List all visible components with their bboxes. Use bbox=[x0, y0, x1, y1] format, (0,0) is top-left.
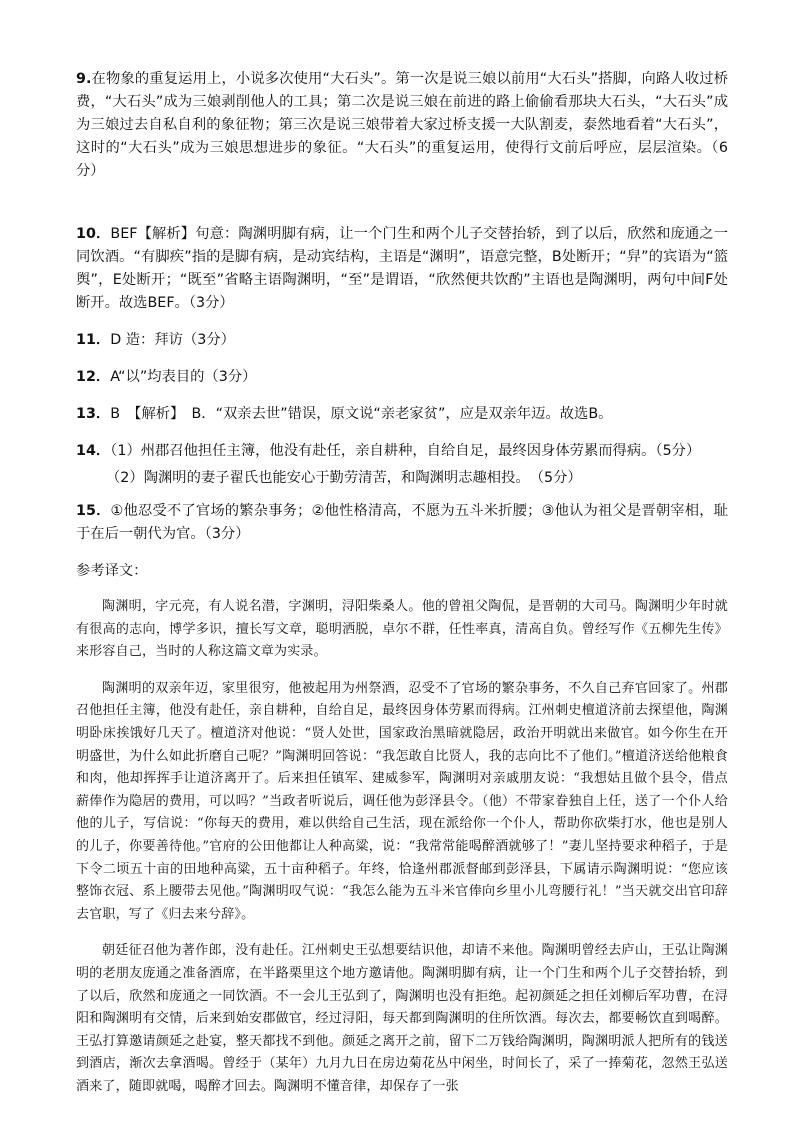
answer-text: BEF【解析】句意：陶渊明脚有病，让一个门生和两个儿子交替抬轿，到了以后，欣然和庞通之一同饮酒。“有脚疾”指的是脚有病，是动宾结构，主语是“渊明”，语意完整，B处断开；“舁”的宾语为“篮舆”，E处断开；“既至”省略主语陶渊明，“至”是谓语，“欣然便共饮酌”主语也是陶渊明，两句中间F处断开。故选BEF。（3分） bbox=[76, 226, 728, 311]
answer-text: A“以”均表目的（3分） bbox=[110, 369, 257, 385]
answer-text: （1）州郡召他担任主簿，他没有赴任，亲自耕种，自给自足，最终因身体劳累而得病。（5分） bbox=[110, 443, 701, 459]
answer-14-part-2 bbox=[76, 467, 728, 490]
translation-paragraph: 陶渊明的双亲年迈，家里很穷，他被起用为州祭酒，忍受不了官场的繁杂事务，不久自己弃官回家了。州郡召他担任主簿，他没有赴任，亲自耕种，自给自足，最终因身体劳累而得病。江州刺史檀道济前去探望他，陶渊明卧床挨饿好几天了。檀道济对他说：“贤人处世，国家政治黑暗就隐居，政治开明就出来做官。如今你生在开明盛世，为什么如此折磨自己呢？”陶渊明回答说：“我怎敢自比贤人，我的志向比不了他们。”檀道济送给他粮食和肉，他却挥挥手让道济离开了。后来担任镇军、建威参军，陶渊明对亲戚朋友说：“我想姑且做个县令，借点薪俸作为隐居的费用，可以吗？”当政者听说后，调任他为彭泽县令。（他）不带家眷独自上任，送了一个仆人给他的儿子，写信说：“你每天的费用，难以供给自己生活，现在派给你一个仆人，帮助你砍柴打水，他也是别人的儿子，你要善待他。”官府的公田他都让人种高粱，说：“我常常能喝醉酒就够了！”妻儿坚持要求种稻子，于是下令二顷五十亩的田地种高粱，五十亩种稻子。年终，恰逢州郡派督邮到彭泽县，下属请示陶渊明说：“您应该整饰衣冠、系上腰带去见他。”陶渊明叹气说：“我怎么能为五斗米官俸向乡里小儿弯腰行礼！”当天就交出官印辞去官职，写了《归去来兮辞》。 bbox=[76, 680, 728, 922]
answer-14-part-1 bbox=[76, 440, 728, 463]
answer-text: D 造：拜访（3分） bbox=[110, 332, 235, 348]
answer-number: 10． bbox=[76, 226, 111, 242]
answer-text: （2）陶渊明的妻子翟氏也能安心于勤劳清苦，和陶渊明志趣相投。 （5分） bbox=[106, 470, 582, 486]
answer-number: 9. bbox=[76, 71, 92, 87]
answer-text: B 【解析】 B．“双亲去世”错误，原文说“亲老家贫”，应是双亲年迈。故选B。 bbox=[110, 406, 613, 422]
answer-11 bbox=[76, 329, 728, 352]
answer-number: 13． bbox=[76, 406, 111, 422]
answer-13 bbox=[76, 403, 728, 426]
reference-translation-label: 参考译文： bbox=[76, 563, 148, 579]
answer-text: 在物象的重复运用上，小说多次使用“大石头”。第一次是说三娘以前用“大石头”搭脚，向路人收过桥费，“大石头”成为三娘剥削他人的工具；第二次是说三娘在前进的路上偷偷看那块大石头，“大石头”成为三娘过去自私自利的象征物；第三次是说三娘带着大家过桥支援一大队割麦，泰然地看着“大石头”，这时的“大石头”成为三娘思想进步的象征。“大石头”的重复运用，使得行文前后呼应，层层渲染。（6分） bbox=[76, 71, 728, 179]
translation-paragraph: 朝廷征召他为著作郎，没有赴任。江州刺史王弘想要结识他，却请不来他。陶渊明曾经去庐山，王弘让陶渊明的老朋友庞通之准备酒席，在半路栗里这个地方邀请他。陶渊明脚有病，让一个门生和两个儿子交替抬轿，到了以后，欣然和庞通之一同饮酒。不一会儿王弘到了，陶渊明也没有拒绝。起初颜延之担任刘柳后军功曹，在浔阳和陶渊明有交情，后来到始安郡做官，经过浔阳，每天都到陶渊明的住所饮酒。每次去，都要畅饮直到喝醉。王弘打算邀请颜延之赴宴，整天都找不到他。颜延之离开之前，留下二万钱给陶渊明，陶渊明派人把所有的钱送到酒店，渐次去拿酒喝。曾经于（某年）九月九日在房边菊花丛中闲坐，时间长了，采了一捧菊花，忽然王弘送酒来了，随即就喝，喝醉才回去。陶渊明不懂音律，却保存了一张 bbox=[76, 943, 728, 1094]
answer-15 bbox=[76, 500, 728, 546]
answer-number: 15． bbox=[76, 503, 111, 519]
answer-number: 14． bbox=[76, 443, 111, 459]
answer-9 bbox=[76, 68, 728, 183]
answer-number: 12． bbox=[76, 369, 111, 385]
answer-text: ①他忍受不了官场的繁杂事务；②他性格清高，不愿为五斗米折腰；③他认为祖父是晋朝宰相，耻于在后一朝代为官。（3分） bbox=[76, 503, 728, 542]
translation-paragraph: 陶渊明，字元亮，有人说名潜，字渊明，浔阳柴桑人。他的曾祖父陶侃，是晋朝的大司马。陶渊明少年时就有很高的志向，博学多识，擅长写文章，聪明洒脱，卓尔不群，任性率真，清高自负。曾经写作《五柳先生传》来形容自己，当时的人称这篇文章为实录。 bbox=[76, 599, 728, 660]
answer-12 bbox=[76, 366, 728, 389]
answer-number: 11． bbox=[76, 332, 111, 348]
answer-10 bbox=[76, 223, 728, 315]
